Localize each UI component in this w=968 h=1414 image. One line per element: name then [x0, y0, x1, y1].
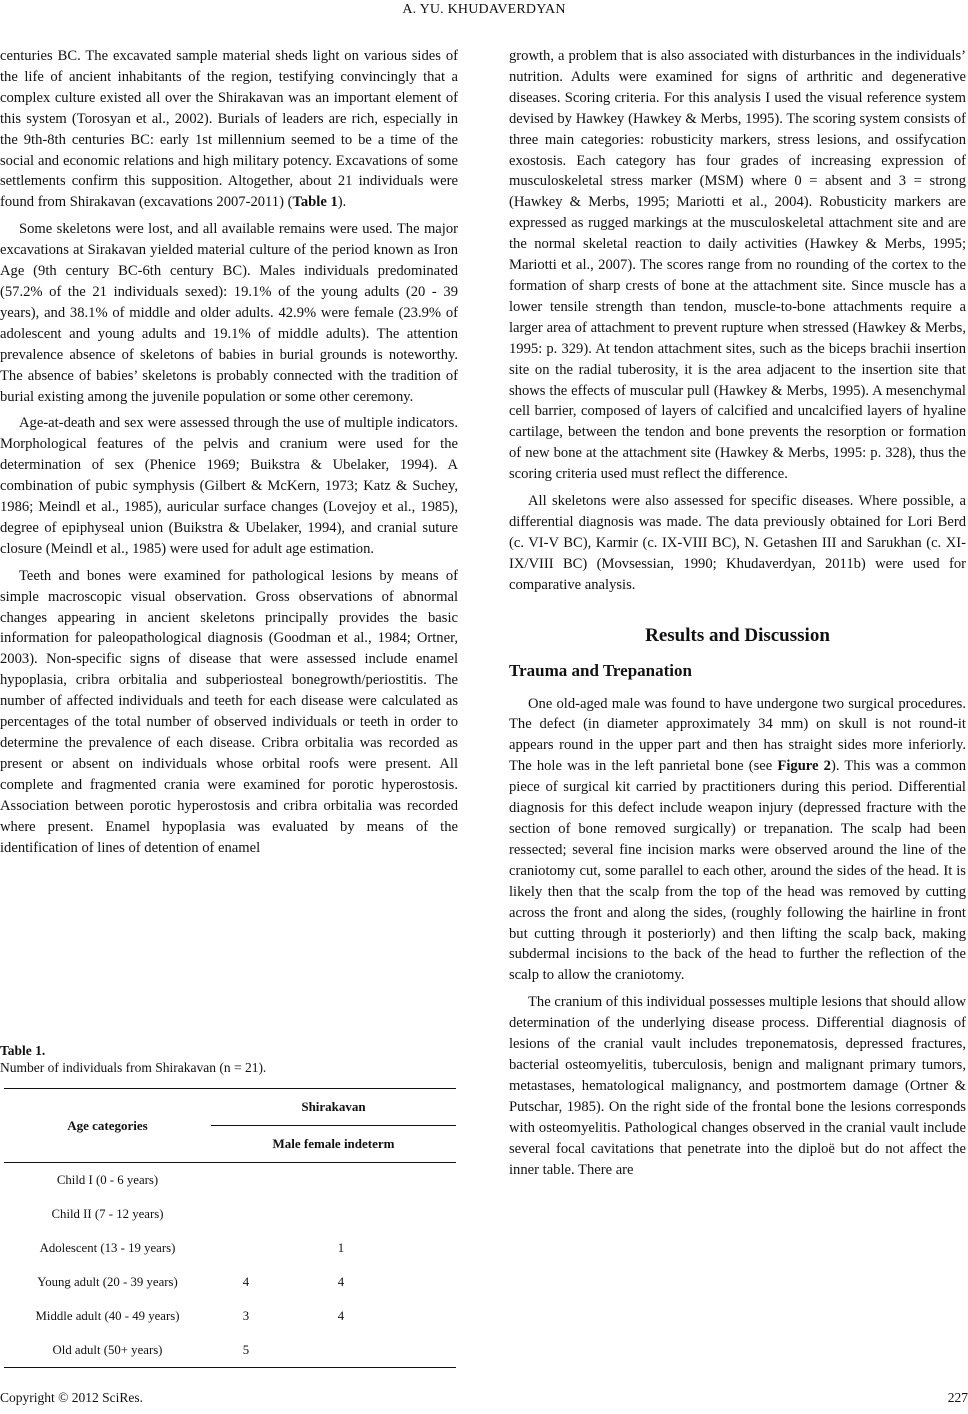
age-categories-table [4, 1088, 456, 1368]
header-age-categories: Age categories [67, 1117, 148, 1133]
table-row: Child II (7 - 12 years) [51, 1206, 164, 1221]
page-number: 227 [947, 1390, 968, 1405]
table-row: Child I (0 - 6 years) [4, 1163, 456, 1198]
table-row: Old adult (50+ years) 5 [4, 1333, 456, 1368]
section-title: Results and Discussion [645, 624, 830, 646]
right-column [509, 46, 966, 1186]
figure-reference: Figure 2 [777, 758, 831, 775]
table-caption: Number of individuals from Shirakavan (n = 21). [0, 1060, 267, 1075]
footer-copyright: Copyright © 2012 SciRes. [0, 1390, 144, 1405]
table-reference: Table 1 [292, 194, 338, 211]
paragraph: growth, a problem that is also associated with disturbances in the individuals’ nutrition. Adults were examined for signs of arthritic and degenerative diseases. Scoring criteria. For this analysis I used the visual reference system devised by Hawkey (Hawkey & Merbs, 1995). The scoring system consists of three main categories: robusticity markers, stress lesions, and ossifycation exostosis. Each category has four grades of increasing expression of musculoskeletal stress marker (MSM) where 0 = absent and 3 = strong (Hawkey & Merbs, 1995; Mariotti et al., 2004). Robusticity markers are expressed as rugged markings at the musculoskeletal attachment site and are the normal skeletal reaction to daily activities (Hawkey & Merbs, 1995; Mariotti et al., 2007). The scores range from no rounding of the cortex to the formation of sharp crests of bone at the attachment site. Since muscle has a lower tensile strength than tendon, muscle-to-bone attachments require a larger area of attachment to prevent rupture when stressed (Hawkey & Merbs, 1995: p. 329). At tendon attachment sites, such as the biceps brachii insertion site on the radial tuberosity, it is the area adjacent to the insertion site that shows the effects of muscular pull (Hawkey & Merbs, 1995). A mesenchymal cell barrier, composed of layers of calcified and uncalcified layers of hyaline cartilage, between the tendon and bone prevents the resorption or formation of new bone at the attachment site (Hawkey & Merbs, 1995: p. 328), thus the scoring criteria used must reflect the difference. [509, 48, 966, 483]
header-shirakavan: Shirakavan [301, 1099, 366, 1114]
paragraph: Age-at-death and sex were assessed through the use of multiple indicators. Morphological features of the pelvis and cranium were used for the determination of sex (Phenice 1969; Buikstra & Ubelaker, 1994). A combination of pubic symphysis (Gilbert & McKern, 1973; Katz & Suchey, 1986; Meindl et al., 1985), auricular surface changes (Lovejoy et al., 1985), degree of epiphyseal union (Buikstra & Ubelaker, 1994), and cranial suture closure (Meindl et al., 1985) were used for adult age estimation. [0, 415, 458, 557]
paragraph: All skeletons were also assessed for specific diseases. Where possible, a differential diagnosis was made. The data previously obtained for Lori Berd (c. VI-V BC), Karmir (c. IX-VIII BC), N. Getashen III and Sarukhan (c. XI-IX/VIII BC) (Movsessian, 1990; Khudaverdyan, 2011b) were used for comparative analysis. [509, 493, 966, 593]
table-row: Young adult (20 - 39 years) 4 4 [37, 1274, 345, 1289]
running-head: A. YU. KHUDAVERDYAN [402, 2, 566, 17]
header-sex-columns: Male female indeterm [211, 1126, 456, 1163]
paragraph: The cranium of this individual possesses multiple lesions that should allow determination of the underlying disease process. Differential diagnosis of lesions of the cranial vault includes treponematosis, depressed fractures, bacterial osteomyelitis, tuberculosis, benign and malignant primary tumors, metastases, hematological malignancy, and postmortem damage (Ortner & Putschar, 1985). On the right side of the frontal bone the lesions corresponds with osteomyelitis. Pathological changes observed in the cranial vault include several focal cavitations that penetrate into the diploë but do not affect the inner table. There are [509, 994, 966, 1178]
paragraph: Some skeletons were lost, and all available remains were used. The major excavations at Sirakavan yielded material culture of the period known as Iron Age (9th century BC-6th century BC). Males individuals predominated (57.2% of the 21 individuals sexed): 19.1% of the young adults (20 - 39 years), and 38.1% of middle and older adults. 42.9% were female (23.9% of adolescent and young adults and 19.1% of middle adults). The attention prevalence absence of skeletons of babies in burial grounds is noteworthy. The absence of babies’ skeletons is probably connected with the tradition of burial existing among the juvenile population or some other ceremony. [0, 221, 458, 405]
table-title: Table 1. [0, 1043, 46, 1058]
table-row: Adolescent (13 - 19 years) 1 [39, 1240, 345, 1255]
paragraph: Teeth and bones were examined for pathological lesions by means of simple macroscopic visual observation. Gross observations of abnormal changes appearing in ancient skeletons principally provides the basic information for paleopathological diagnosis (Goodman et al., 1984; Ortner, 2003). Non-specific signs of disease that were assessed include enamel hypoplasia, cribra orbitalia and subperiosteal bonegrowth/periostitis. The number of affected individuals and teeth for each disease were calculated as percentages of the total number of observed individuals or teeth in order to determine the prevalence of each disease. Cribra orbitalia was recorded as present or absent on individuals whose orbital roofs were present. All complete and fragmented crania were examined for porotic hyperostosis. Association between porotic hyperostosis and cribra orbitalia was recorded where present. Enamel hypoplasia was evaluated by means of the identification of lines of detention of enamel [0, 567, 458, 856]
table-1 [0, 1042, 458, 1368]
table-row: Middle adult (40 - 49 years) 3 4 [35, 1308, 345, 1323]
left-column [0, 46, 458, 864]
paragraph: centuries BC. The excavated sample material sheds light on various sides of the life of ancient inhabitants of the region, testifying convincingly that a complex culture existed all over the Shirakavan was an important element of this system (Torosyan et al., 2002). Burials of leaders are rich, especially in the 9th-8th centuries BC: early 1st millennium seemed to be a time of the social and economic relations and high military potency. Excavations of some settlements confirm this supposition. Altogether, about 21 individuals were found from Shirakavan (excavations 2007-2011) (Table 1). [0, 48, 458, 211]
paragraph: One old-aged male was found to have undergone two surgical procedures. The defect (in diameter approximately 34 mm) on skull is not round-it appears round in the upper part and then has straight sides more inferiorly. The hole was in the left panrietal bone (see Figure 2). This was a common piece of surgical kit carried by practitioners during this period. Differential diagnosis for this defect include weapon injury (depressed fracture with the section of bone removed surgically) or trepanation. The scalp had been ressected; several fine incision marks were observed around the line of the craniotomy cut, some parallel to each other, around the sides of the head. It is likely then that the scalp from the top of the head was removed by cutting across the front and along the sides, (roughly following the hairline in front but cutting through it posteriorly) and then lifting the scalp back, making subdermal incisions to the back of the head to further the reflection of the scalp to allow the craniotomy. [509, 695, 966, 984]
subsection-title: Trauma and Trepanation [509, 660, 692, 680]
